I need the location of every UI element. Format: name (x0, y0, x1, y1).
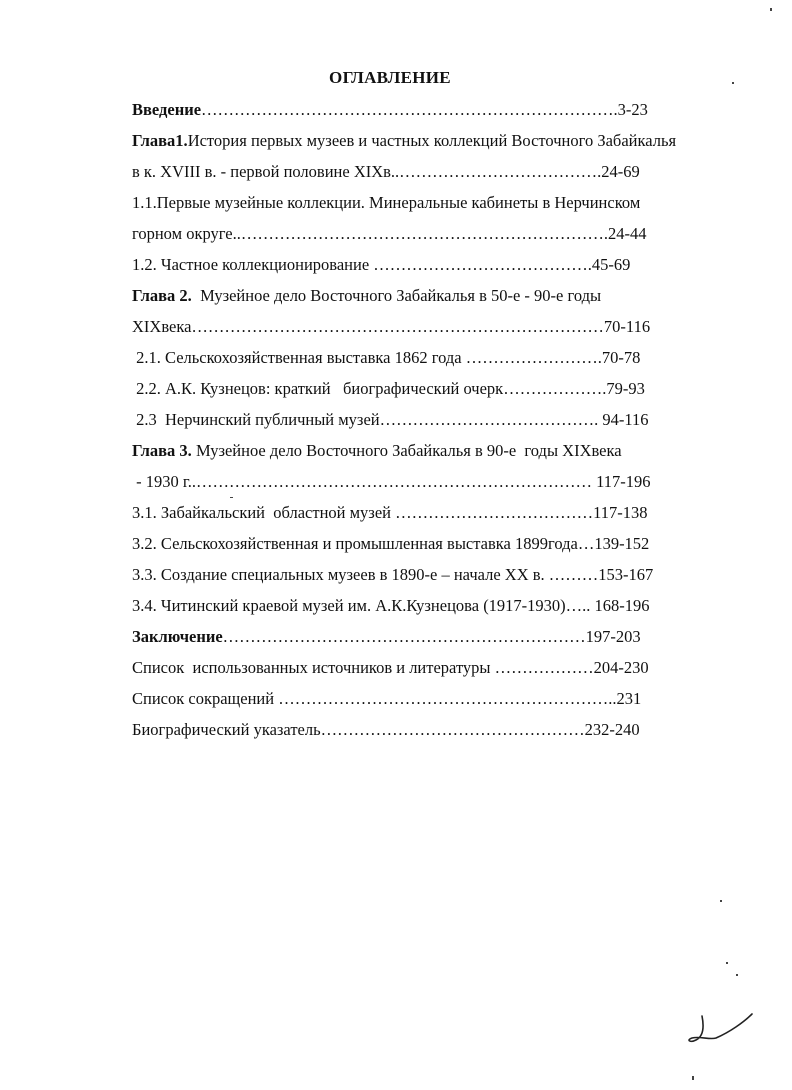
toc-text: XIXвека…………………………………………………………………70-116 (132, 317, 651, 336)
toc-bold-label: Глава 2. (132, 286, 192, 305)
toc-line-4 (132, 192, 640, 214)
toc-text: 1.2. Частное коллекционирование ………………………………….45-69 (132, 255, 631, 274)
scan-speck (732, 82, 734, 84)
scan-speck (726, 962, 728, 964)
toc-bold-label: Глава1. (132, 131, 188, 150)
toc-text: 2.1. Сельскохозяйственная выставка 1862 года …………………….70-78 (132, 348, 641, 367)
toc-text: - 1930 г..……………………………………………………………… 117-196 (132, 472, 651, 491)
toc-line-21 (132, 719, 640, 741)
toc-line-19 (132, 657, 649, 679)
toc-line-10 (132, 378, 645, 400)
toc-line-8 (132, 316, 650, 338)
toc-text: 3.4. Читинский краевой музей им. А.К.Кузнецова (1917-1930)….. 168-196 (132, 596, 650, 615)
toc-line-1 (132, 99, 648, 121)
scan-speck (230, 497, 233, 498)
toc-text: Биографический указатель…………………………………………232-240 (132, 720, 640, 739)
toc-text: ………………………………………………………………….3-23 (201, 100, 648, 119)
toc-line-9 (132, 347, 640, 369)
toc-line-11 (132, 409, 649, 431)
toc-line-16 (132, 564, 653, 586)
toc-text: 2.3 Нерчинский публичный музей…………………………………. 94-116 (132, 410, 649, 429)
toc-line-12 (132, 440, 622, 462)
toc-line-13 (132, 471, 651, 493)
toc-text: горном округе..………………………………………………………….24-44 (132, 224, 647, 243)
toc-text: в к. XVIII в. - первой половине XIXв..……………………………….24-69 (132, 162, 640, 181)
toc-text: Список сокращений ……………………………………………………..231 (132, 689, 642, 708)
toc-line-17 (132, 595, 650, 617)
toc-text: 3.1. Забайкальский областной музей ………………………………117-138 (132, 503, 648, 522)
toc-line-3 (132, 161, 640, 183)
toc-text: История первых музеев и частных коллекций Восточного Забайкалья (187, 131, 677, 150)
toc-line-14 (132, 502, 648, 524)
toc-text: Список использованных источников и литературы ………………204-230 (132, 658, 649, 677)
toc-text: 2.2. А.К. Кузнецов: краткий биографический очерк……………….79-93 (132, 379, 645, 398)
toc-line-5 (132, 223, 646, 245)
page-title: ОГЛАВЛЕНИЕ (329, 68, 451, 87)
toc-line-15 (132, 533, 649, 555)
toc-text: Музейное дело Восточного Забайкалья в 90-е годы XIXвека (191, 441, 622, 460)
scan-speck (720, 900, 722, 902)
scan-speck (736, 974, 738, 976)
toc-line-2 (132, 130, 676, 152)
toc-text: 3.3. Создание специальных музеев в 1890-е – начале XX в. ………153-167 (132, 565, 654, 584)
handwritten-signature-icon (680, 1008, 760, 1058)
toc-bold-label: Заключение (132, 627, 223, 646)
scan-speck (692, 1076, 694, 1080)
toc-text: Музейное дело Восточного Забайкалья в 50-е - 90-е годы (191, 286, 602, 305)
toc-line-20 (132, 688, 641, 710)
toc-line-18 (132, 626, 641, 648)
toc-line-7 (132, 285, 601, 307)
toc-bold-label: Введение (132, 100, 202, 119)
toc-line-6 (132, 254, 630, 276)
toc-text: 3.2. Сельскохозяйственная и промышленная выставка 1899года…139-152 (132, 534, 650, 553)
toc-text: 1.1.Первые музейные коллекции. Минеральные кабинеты в Нерчинском (132, 193, 641, 212)
toc-bold-label: Глава 3. (132, 441, 192, 460)
scan-speck (770, 8, 772, 11)
toc-text: …………………………………………………………197-203 (222, 627, 641, 646)
